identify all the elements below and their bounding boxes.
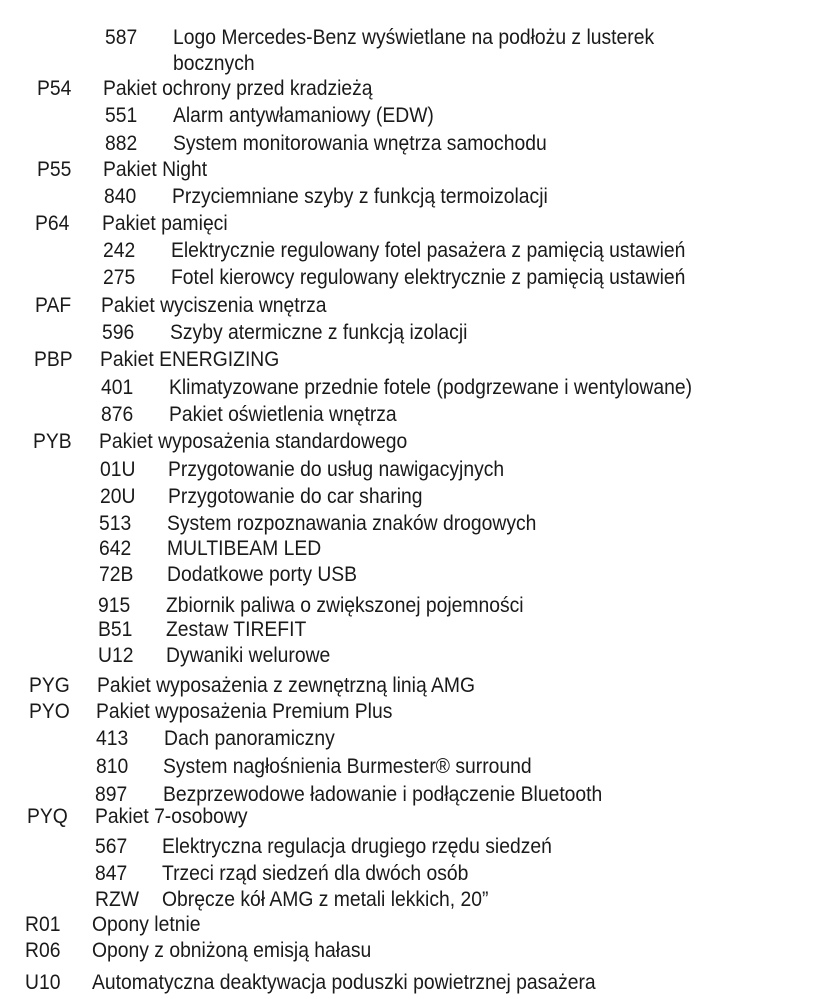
option-code: 413 xyxy=(96,727,129,750)
package-name: Pakiet ENERGIZING xyxy=(100,348,280,371)
option-code: 810 xyxy=(96,755,129,778)
package-name: Pakiet wyposażenia Premium Plus xyxy=(96,700,393,723)
option-description: Szyby atermiczne z funkcją izolacji xyxy=(170,321,468,344)
option-description: Bezprzewodowe ładowanie i podłączenie Bluetooth xyxy=(163,783,603,806)
package-code: PYG xyxy=(29,674,70,697)
option-code: 275 xyxy=(103,266,136,289)
package-code: P64 xyxy=(35,212,70,235)
option-description: Fotel kierowcy regulowany elektrycznie z pamięcią ustawień xyxy=(171,266,686,289)
option-code: RZW xyxy=(95,888,140,911)
option-code: 551 xyxy=(105,104,138,127)
option-code: 876 xyxy=(101,403,134,426)
option-description: Przygotowanie do usług nawigacyjnych xyxy=(168,458,505,481)
option-code: 01U xyxy=(100,458,136,481)
option-description: Zestaw TIREFIT xyxy=(166,618,307,641)
package-code: PYQ xyxy=(27,805,68,828)
option-description: Alarm antywłamaniowy (EDW) xyxy=(173,104,434,127)
option-description: System monitorowania wnętrza samochodu xyxy=(173,132,547,155)
option-code: 596 xyxy=(102,321,135,344)
option-code: 20U xyxy=(100,485,136,508)
option-description: Elektryczna regulacja drugiego rzędu siedzeń xyxy=(162,835,552,858)
option-code: 401 xyxy=(101,376,134,399)
option-description: Logo Mercedes-Benz wyświetlane na podłożu z lusterek xyxy=(173,26,655,49)
package-name: Pakiet wyposażenia standardowego xyxy=(99,430,408,453)
option-description: Obręcze kół AMG z metali lekkich, 20” xyxy=(162,888,489,911)
option-description: Przygotowanie do car sharing xyxy=(168,485,423,508)
option-description: System nagłośnienia Burmester® surround xyxy=(163,755,532,778)
package-name: Pakiet 7-osobowy xyxy=(95,805,248,828)
package-code: P54 xyxy=(37,77,72,100)
option-description-continued: bocznych xyxy=(173,52,255,75)
package-code: R06 xyxy=(25,939,61,962)
package-code: R01 xyxy=(25,913,61,936)
package-name: Pakiet Night xyxy=(103,158,208,181)
option-code: B51 xyxy=(98,618,133,641)
package-code: P55 xyxy=(37,158,72,181)
option-description: Dywaniki welurowe xyxy=(166,644,331,667)
option-description: Dach panoramiczny xyxy=(164,727,335,750)
package-name: Pakiet wyposażenia z zewnętrzną linią AMG xyxy=(97,674,476,697)
package-name: Pakiet ochrony przed kradzieżą xyxy=(103,77,373,100)
package-code: PBP xyxy=(34,348,73,371)
option-description: Trzeci rząd siedzeń dla dwóch osób xyxy=(162,862,469,885)
option-code: U12 xyxy=(98,644,134,667)
option-code: 72B xyxy=(99,563,134,586)
package-code: PYB xyxy=(33,430,72,453)
package-code: PAF xyxy=(35,294,72,317)
option-code: 915 xyxy=(98,594,131,617)
option-code: 567 xyxy=(95,835,128,858)
option-description: Dodatkowe porty USB xyxy=(167,563,358,586)
package-code: U10 xyxy=(25,971,61,994)
option-code: 242 xyxy=(103,239,136,262)
option-code: 840 xyxy=(104,185,137,208)
option-description: Klimatyzowane przednie fotele (podgrzewane i wentylowane) xyxy=(169,376,693,399)
package-name: Opony z obniżoną emisją hałasu xyxy=(92,939,372,962)
package-name: Opony letnie xyxy=(92,913,201,936)
package-code: PYO xyxy=(29,700,70,723)
option-code: 882 xyxy=(105,132,138,155)
option-code: 642 xyxy=(99,537,132,560)
option-description: System rozpoznawania znaków drogowych xyxy=(167,512,537,535)
option-description: Przyciemniane szyby z funkcją termoizolacji xyxy=(172,185,548,208)
option-code: 897 xyxy=(95,783,128,806)
option-description: Elektrycznie regulowany fotel pasażera z pamięcią ustawień xyxy=(171,239,686,262)
option-code: 587 xyxy=(105,26,138,49)
package-name: Pakiet wyciszenia wnętrza xyxy=(101,294,327,317)
option-description: MULTIBEAM LED xyxy=(167,537,322,560)
option-description: Zbiornik paliwa o zwiększonej pojemności xyxy=(166,594,524,617)
package-name: Pakiet pamięci xyxy=(102,212,228,235)
option-description: Pakiet oświetlenia wnętrza xyxy=(169,403,397,426)
package-name: Automatyczna deaktywacja poduszki powietrznej pasażera xyxy=(92,971,596,994)
option-code: 513 xyxy=(99,512,132,535)
option-code: 847 xyxy=(95,862,128,885)
